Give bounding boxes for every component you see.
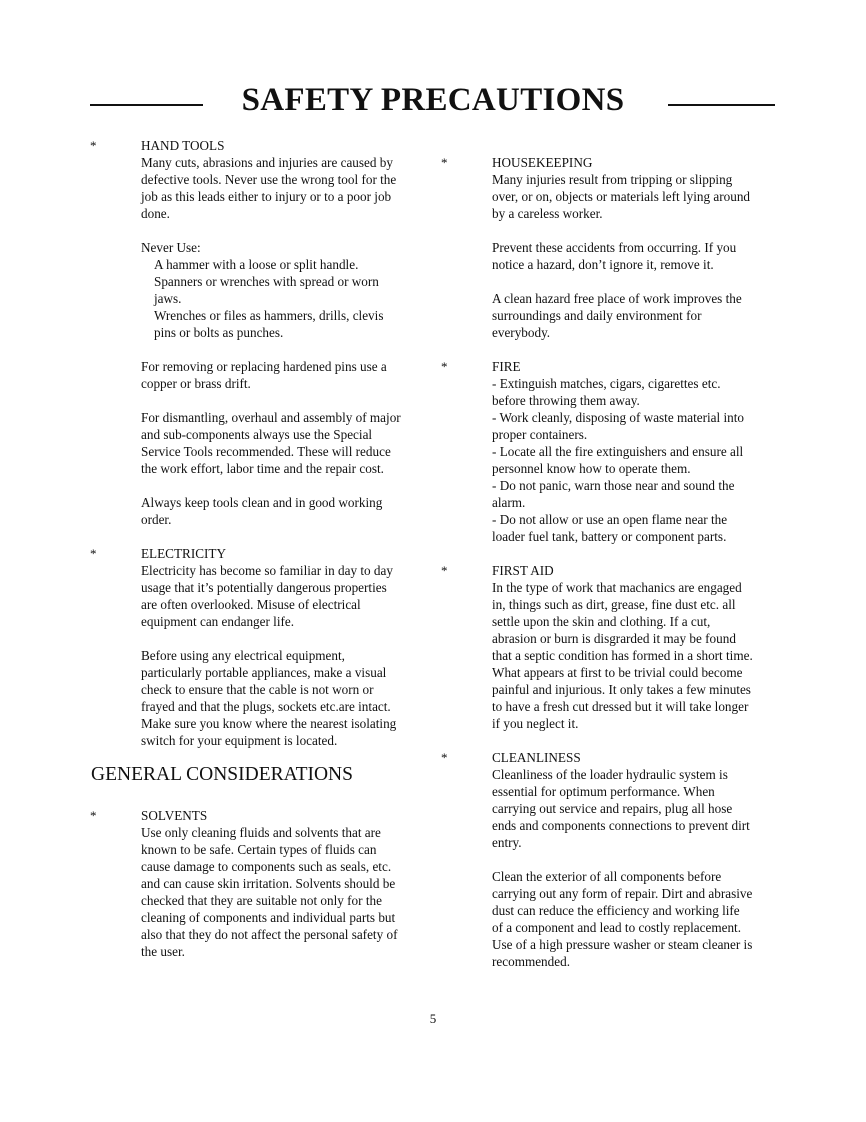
title-rule-right: [668, 104, 775, 106]
right-column-paragraph: [492, 868, 752, 970]
text-line: cause damage to components such as seals, etc.: [141, 859, 392, 874]
text-line: Make sure you know where the nearest isolating: [141, 716, 397, 731]
text-line: the work effort, labor time and the repair cost.: [141, 461, 384, 476]
text-line: over, or on, objects or materials left lying around: [492, 189, 751, 204]
left-column-paragraph: [141, 409, 401, 477]
text-line: Prevent these accidents from occurring. If you: [492, 240, 737, 255]
text-line: job as this leads either to injury or to a poor job: [141, 189, 392, 204]
right-column-paragraph: [492, 239, 736, 273]
text-line: Spanners or wrenches with spread or worn: [154, 274, 379, 289]
text-line: alarm.: [492, 495, 526, 510]
text-line: and can cause skin irritation. Solvents should be: [141, 876, 396, 891]
bullet-asterisk: *: [441, 563, 448, 578]
text-line: Electricity has become so familiar in day to day: [141, 563, 393, 578]
text-line: For removing or replacing hardened pins use a: [141, 359, 387, 374]
text-line: order.: [141, 512, 172, 527]
text-line: entry.: [492, 835, 522, 850]
section-heading-general-considerations: GENERAL CONSIDERATIONS: [91, 764, 353, 785]
right-column-paragraph: [492, 154, 750, 222]
bullet-asterisk: *: [441, 750, 448, 765]
left-column-paragraph: [141, 807, 397, 960]
text-line: frayed and that the plugs, sockets etc.are intact.: [141, 699, 391, 714]
left-column-paragraph: [141, 358, 387, 392]
text-line: if you neglect it.: [492, 716, 579, 731]
bullet-asterisk: *: [90, 138, 97, 153]
text-line: and sub-components always use the Special: [141, 427, 373, 442]
text-line: check to ensure that the cable is not worn or: [141, 682, 374, 697]
text-line: that a septic condition has formed in a short time.: [492, 648, 753, 663]
text-line: Wrenches or files as hammers, drills, clevis: [154, 308, 384, 323]
text-line: cleaning of components and individual parts but: [141, 910, 396, 925]
section-heading: SOLVENTS: [141, 808, 208, 823]
text-line: the user.: [141, 944, 185, 959]
text-line: are often overlooked. Misuse of electrical: [141, 597, 361, 612]
bullet-asterisk: *: [441, 155, 448, 170]
text-line: - Do not allow or use an open flame near the: [492, 512, 728, 527]
page-number: 5: [429, 1011, 437, 1026]
text-line: - Locate all the fire extinguishers and ensure all: [492, 444, 744, 459]
section-heading: ELECTRICITY: [141, 546, 226, 561]
text-line: in, things such as dirt, grease, fine dust etc. all: [492, 597, 736, 612]
text-line: Many injuries result from tripping or slipping: [492, 172, 733, 187]
text-line: A hammer with a loose or split handle.: [154, 257, 359, 272]
section-heading: HOUSEKEEPING: [492, 155, 593, 170]
text-line: equipment can endanger life.: [141, 614, 295, 629]
text-line: Use of a high pressure washer or steam cleaner is: [492, 937, 753, 952]
bullet-asterisk: *: [90, 808, 97, 823]
right-column-paragraph: [492, 749, 750, 851]
left-column-paragraph: [141, 647, 396, 749]
text-line: For dismantling, overhaul and assembly of major: [141, 410, 401, 425]
bullet-asterisk: *: [441, 359, 448, 374]
text-line: pins or bolts as punches.: [154, 325, 284, 340]
section-heading: HAND TOOLS: [141, 138, 225, 153]
text-line: painful and injurious. It only takes a few minutes: [492, 682, 751, 697]
section-heading: FIRST AID: [492, 563, 554, 578]
text-line: loader fuel tank, battery or component parts.: [492, 529, 727, 544]
text-line: by a careless worker.: [492, 206, 603, 221]
text-line: essential for optimum performance. When: [492, 784, 715, 799]
text-line: ends and components connections to prevent dirt: [492, 818, 750, 833]
text-line: particularly portable appliances, make a visual: [141, 665, 387, 680]
text-line: proper containers.: [492, 427, 588, 442]
text-line: jaws.: [154, 291, 182, 306]
text-line: Use only cleaning fluids and solvents that are: [141, 825, 381, 840]
left-column-paragraph: [141, 239, 201, 256]
right-column-paragraph: [492, 358, 744, 545]
text-line: done.: [141, 206, 170, 221]
text-line: surroundings and daily environment for: [492, 308, 702, 323]
text-line: known to be safe. Certain types of fluids can: [141, 842, 377, 857]
text-line: notice a hazard, don’t ignore it, remove it.: [492, 257, 714, 272]
left-column-paragraph: [141, 137, 396, 222]
text-line: everybody.: [492, 325, 551, 340]
page-title: SAFETY PRECAUTIONS: [241, 82, 625, 118]
section-heading: FIRE: [492, 359, 521, 374]
text-line: usage that it’s potentially dangerous properties: [141, 580, 387, 595]
text-line: defective tools. Never use the wrong tool for the: [141, 172, 397, 187]
text-line: carrying out any form of repair. Dirt and abrasive: [492, 886, 753, 901]
text-line: A clean hazard free place of work improves the: [492, 291, 742, 306]
text-line: Always keep tools clean and in good working: [141, 495, 383, 510]
text-line: recommended.: [492, 954, 570, 969]
text-line: abrasion or burn is disgrarded it may be found: [492, 631, 736, 646]
text-line: What appears at first to be trivial could become: [492, 665, 743, 680]
text-line: - Work cleanly, disposing of waste material into: [492, 410, 745, 425]
text-line: Cleanliness of the loader hydraulic system is: [492, 767, 728, 782]
text-line: to have a fresh cut dressed but it will take longer: [492, 699, 749, 714]
right-column-paragraph: [492, 290, 742, 341]
text-line: checked that they are suitable not only for the: [141, 893, 382, 908]
left-column-paragraph: [154, 256, 383, 341]
text-line: Clean the exterior of all components before: [492, 869, 722, 884]
text-line: Many cuts, abrasions and injuries are caused by: [141, 155, 393, 170]
text-line: personnel know how to operate them.: [492, 461, 691, 476]
text-line: Service Tools recommended. These will reduce: [141, 444, 391, 459]
section-heading: CLEANLINESS: [492, 750, 581, 765]
text-line: switch for your equipment is located.: [141, 733, 338, 748]
text-line: - Do not panic, warn those near and sound the: [492, 478, 735, 493]
text-line: settle upon the skin and clothing. If a cut,: [492, 614, 711, 629]
right-column-paragraph: [492, 562, 753, 732]
left-column-paragraph: [141, 494, 382, 528]
text-line: Before using any electrical equipment,: [141, 648, 345, 663]
left-column-paragraph: [141, 545, 393, 630]
text-line: before throwing them away.: [492, 393, 640, 408]
text-line: dust can reduce the efficiency and working life: [492, 903, 740, 918]
text-line: also that they do not affect the personal safety of: [141, 927, 398, 942]
text-line: In the type of work that machanics are engaged: [492, 580, 742, 595]
bullet-asterisk: *: [90, 546, 97, 561]
text-line: - Extinguish matches, cigars, cigarettes etc.: [492, 376, 721, 391]
text-line: copper or brass drift.: [141, 376, 251, 391]
text-line: Never Use:: [141, 240, 201, 255]
text-line: carrying out service and repairs, plug all hose: [492, 801, 733, 816]
text-line: of a component and lead to costly replacement.: [492, 920, 742, 935]
